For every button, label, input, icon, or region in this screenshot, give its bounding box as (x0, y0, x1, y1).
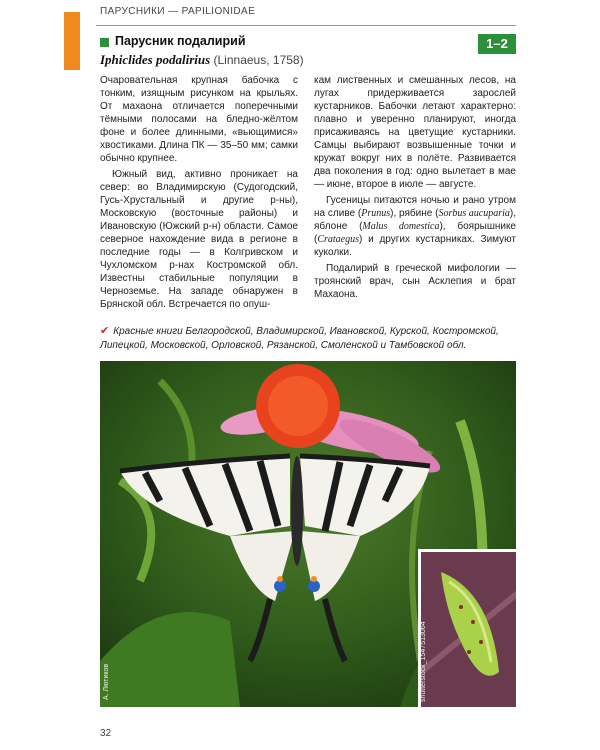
paragraph-larvae (314, 194, 516, 259)
paragraph-habitat: кам лиственных и смешанных лесов, на лугах придерживается зарослей кустарников. Бабочки летают характерно: плавно и уверенно планируют, иногда присаживаясь на цветущие кустарники. Самцы выбирают возвышенные точки и кружат вокруг них в полёте. Развивается два поколения в год: одно вылетает в мае — июне, второе в июле — августе. (314, 75, 516, 190)
category-badge: 1–2 (478, 34, 516, 54)
paragraph-distribution: Южный вид, активно проникает на север: во Владимирскую (Судогодский, Гусь-Хрустальный и другие р-ны), Московскую (восточные районы) и Ивановскую (Южский р-н) области. Самое северное нахождение вида в регионе в последние годы — в Колгривском и Чухломском р-нах Костромской обл. Известны стабильные популяции в Черноземье. На западе обнаружен в Брянской обл. Встречается по опуш- (100, 169, 298, 310)
photo-credit-inset: shutterstock_1547513064 (420, 621, 427, 702)
header-divider (96, 25, 516, 26)
species-title: Парусник подалирий (115, 34, 246, 48)
paragraph-description: Очаровательная крупная бабочка с тонким, изящным рисунком на крыльях. От махаона отличается поперечными тёмными полосами на бледно-жёлтом фоне и более длинными, «вьющимися» хвостиками. Длина ПК — 35–50 мм; самки обычно крупнее. (100, 75, 298, 164)
scientific-name: Sorbus aucuparia (438, 208, 510, 219)
photo-credit-main: А. Лютиков (103, 663, 110, 700)
caterpillar-illustration (421, 552, 516, 707)
red-books-list (100, 324, 520, 353)
page-number: 32 (100, 728, 112, 739)
text-run: ), боярышнике ( (314, 221, 516, 245)
text-run: ) и других кустарниках. Зимуют куколки. (314, 234, 516, 258)
check-icon: ✔ (100, 325, 110, 337)
text-run: ), рябине ( (390, 208, 439, 219)
red-books-text: Красные книги Белгородской, Владимирской, Ивановской, Курской, Костромской, Липецкой, Московской, Орловской, Рязанской, Смоленской и Тамбовской обл. (100, 326, 499, 351)
bullet-square-icon (100, 38, 109, 47)
taxon-author: (Linnaeus, 1758) (213, 53, 304, 67)
running-header: ПАРУСНИКИ — PAPILIONIDAE (100, 6, 256, 17)
text-run: ), яблоне ( (314, 208, 516, 232)
paragraph-mythology: Подалирий в греческой мифологии — троянский врач, сын Асклепия и брат Махаона. (314, 263, 516, 300)
latin-name-line (100, 52, 304, 68)
text-column-left (100, 74, 298, 314)
scientific-name: Prunus (361, 208, 391, 219)
scientific-name: Crataegus (317, 234, 360, 245)
latin-name: Iphiclides podalirius (100, 52, 211, 67)
caterpillar-inset-photo (418, 549, 516, 707)
section-tab-marker (64, 12, 80, 70)
text-run: Гусеницы питаются ночью и рано утром на сливе ( (314, 195, 516, 219)
text-column-right (314, 74, 516, 304)
scientific-name: Malus domestica (362, 221, 440, 232)
